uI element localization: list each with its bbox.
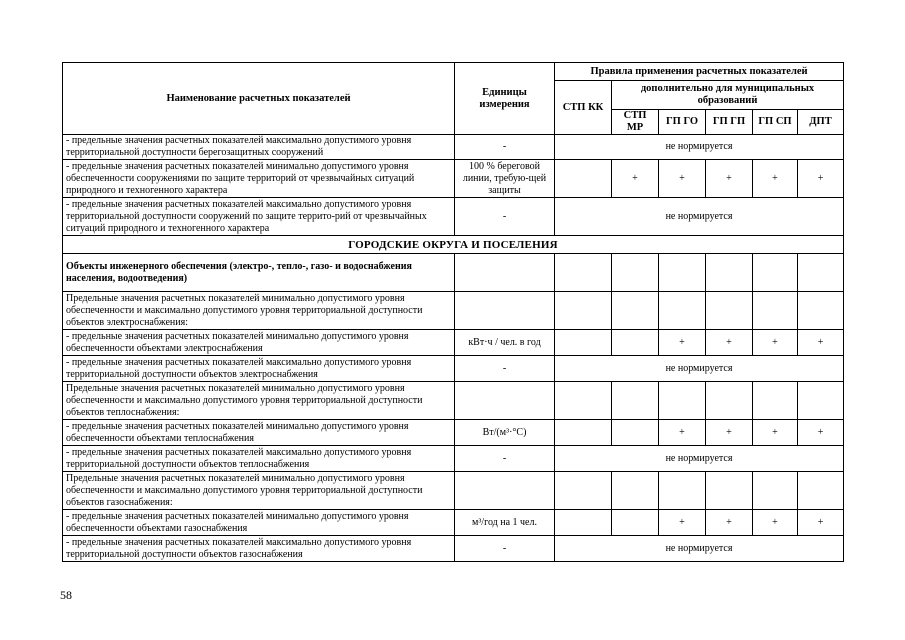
plus-mark-cell: + <box>798 160 844 198</box>
plus-mark-cell: + <box>659 160 706 198</box>
plus-mark-cell: + <box>798 510 844 536</box>
header-additional-cell: дополнительно для муниципальных образований <box>612 81 844 110</box>
empty-cell <box>612 510 659 536</box>
plus-mark-cell: + <box>706 510 753 536</box>
empty-cell <box>555 510 612 536</box>
indicator-name-cell: - предельные значения расчетных показателей максимально допустимого уровня территориальной доступности объектов электроснабжения <box>63 356 455 382</box>
unit-cell: Вт/(м³·°С) <box>455 420 555 446</box>
plus-mark-cell: + <box>706 160 753 198</box>
empty-cell <box>753 292 798 330</box>
plus-mark-cell: + <box>706 330 753 356</box>
empty-cell <box>612 254 659 292</box>
table-row <box>63 472 844 510</box>
empty-cell <box>798 382 844 420</box>
indicator-name-cell: - предельные значения расчетных показателей максимально допустимого уровня территориальной доступности берегозащитных сооружений <box>63 135 455 160</box>
table-row <box>63 420 844 446</box>
empty-cell <box>753 254 798 292</box>
table-row <box>63 510 844 536</box>
unit-cell: - <box>455 198 555 236</box>
unit-cell <box>455 382 555 420</box>
unit-cell <box>455 472 555 510</box>
plus-mark-cell: + <box>659 330 706 356</box>
indicator-name-cell: Предельные значения расчетных показателей минимально допустимого уровня обеспеченности и максимально допустимого уровня территориальной доступности объектов газоснабжения: <box>63 472 455 510</box>
unit-cell: 100 % береговой линии, требую-щей защиты <box>455 160 555 198</box>
empty-cell <box>798 292 844 330</box>
table-row <box>63 254 844 292</box>
empty-cell <box>659 472 706 510</box>
table-row <box>63 160 844 198</box>
header-subcol-cell: СТП МР <box>612 110 659 135</box>
unit-cell <box>455 292 555 330</box>
empty-cell <box>555 330 612 356</box>
unit-cell: кВт·ч / чел. в год <box>455 330 555 356</box>
empty-cell <box>798 254 844 292</box>
header-stp-kk-cell: СТП КК <box>555 81 612 135</box>
indicator-name-cell: Предельные значения расчетных показателей минимально допустимого уровня обеспеченности и максимально допустимого уровня территориальной доступности объектов электроснабжения: <box>63 292 455 330</box>
empty-cell <box>706 382 753 420</box>
indicator-name-cell: - предельные значения расчетных показателей максимально допустимого уровня территориальной доступности объектов газоснабжения <box>63 536 455 562</box>
plus-mark-cell: + <box>753 420 798 446</box>
empty-cell <box>555 160 612 198</box>
empty-cell <box>612 330 659 356</box>
plus-mark-cell: + <box>659 510 706 536</box>
plus-mark-cell: + <box>753 330 798 356</box>
plus-mark-cell: + <box>798 330 844 356</box>
indicator-name-cell: Предельные значения расчетных показателей минимально допустимого уровня обеспеченности и максимально допустимого уровня территориальной доступности объектов теплоснабжения: <box>63 382 455 420</box>
empty-cell <box>753 472 798 510</box>
plus-mark-cell: + <box>753 510 798 536</box>
empty-cell <box>612 420 659 446</box>
unit-cell: - <box>455 446 555 472</box>
plus-mark-cell: + <box>798 420 844 446</box>
header-subcol-cell: ГП ГО <box>659 110 706 135</box>
unit-cell: - <box>455 356 555 382</box>
unit-cell: - <box>455 536 555 562</box>
empty-cell <box>659 292 706 330</box>
indicator-name-cell: Объекты инженерного обеспечения (электро-, тепло-, газо- и водоснабжения населения, водоотведения) <box>63 254 455 292</box>
indicator-name-cell: - предельные значения расчетных показателей максимально допустимого уровня территориальной доступности объектов теплоснабжения <box>63 446 455 472</box>
unit-cell <box>455 254 555 292</box>
indicator-name-cell: - предельные значения расчетных показателей максимально допустимого уровня территориальной доступности сооружений по защите террито-рий от чрезвычайных ситуаций природного и техногенного характера <box>63 198 455 236</box>
empty-cell <box>798 472 844 510</box>
not-regulated-cell: не нормируется <box>555 198 844 236</box>
empty-cell <box>706 472 753 510</box>
plus-mark-cell: + <box>612 160 659 198</box>
indicator-name-cell: - предельные значения расчетных показателей минимально допустимого уровня обеспеченности объектами теплоснабжения <box>63 420 455 446</box>
table-row <box>63 382 844 420</box>
section-title: ГОРОДСКИЕ ОКРУГА И ПОСЕЛЕНИЯ <box>63 236 844 254</box>
table-row <box>63 330 844 356</box>
indicator-name-cell: - предельные значения расчетных показателей минимально допустимого уровня обеспеченности сооружениями по защите территорий от чрезвычайных ситуаций природного и техногенного характера <box>63 160 455 198</box>
header-row-1 <box>63 63 844 81</box>
empty-cell <box>659 254 706 292</box>
header-subcol-cell: ГП СП <box>753 110 798 135</box>
empty-cell <box>555 420 612 446</box>
page-number: 58 <box>60 588 72 602</box>
empty-cell <box>555 292 612 330</box>
section-row <box>63 236 844 254</box>
header-subcol-cell: ГП ГП <box>706 110 753 135</box>
indicator-name-cell: - предельные значения расчетных показателей минимально допустимого уровня обеспеченности объектами электроснабжения <box>63 330 455 356</box>
table-row <box>63 292 844 330</box>
plus-mark-cell: + <box>753 160 798 198</box>
table-row <box>63 198 844 236</box>
empty-cell <box>555 254 612 292</box>
indicators-table <box>62 62 844 562</box>
empty-cell <box>706 292 753 330</box>
empty-cell <box>612 292 659 330</box>
empty-cell <box>612 472 659 510</box>
table-row <box>63 536 844 562</box>
not-regulated-cell: не нормируется <box>555 135 844 160</box>
empty-cell <box>706 254 753 292</box>
empty-cell <box>612 382 659 420</box>
table-body <box>63 63 844 562</box>
empty-cell <box>555 382 612 420</box>
not-regulated-cell: не нормируется <box>555 356 844 382</box>
table-row <box>63 356 844 382</box>
header-subcol-cell: ДПТ <box>798 110 844 135</box>
not-regulated-cell: не нормируется <box>555 446 844 472</box>
empty-cell <box>753 382 798 420</box>
unit-cell: м³/год на 1 чел. <box>455 510 555 536</box>
header-rules-cell: Правила применения расчетных показателей <box>555 63 844 81</box>
plus-mark-cell: + <box>706 420 753 446</box>
plus-mark-cell: + <box>659 420 706 446</box>
header-name-cell: Наименование расчетных показателей <box>63 63 455 135</box>
empty-cell <box>659 382 706 420</box>
not-regulated-cell: не нормируется <box>555 536 844 562</box>
empty-cell <box>555 472 612 510</box>
unit-cell: - <box>455 135 555 160</box>
table-row <box>63 446 844 472</box>
table-row <box>63 135 844 160</box>
indicator-name-cell: - предельные значения расчетных показателей минимально допустимого уровня обеспеченности объектами газоснабжения <box>63 510 455 536</box>
header-unit-cell: Единицы измерения <box>455 63 555 135</box>
